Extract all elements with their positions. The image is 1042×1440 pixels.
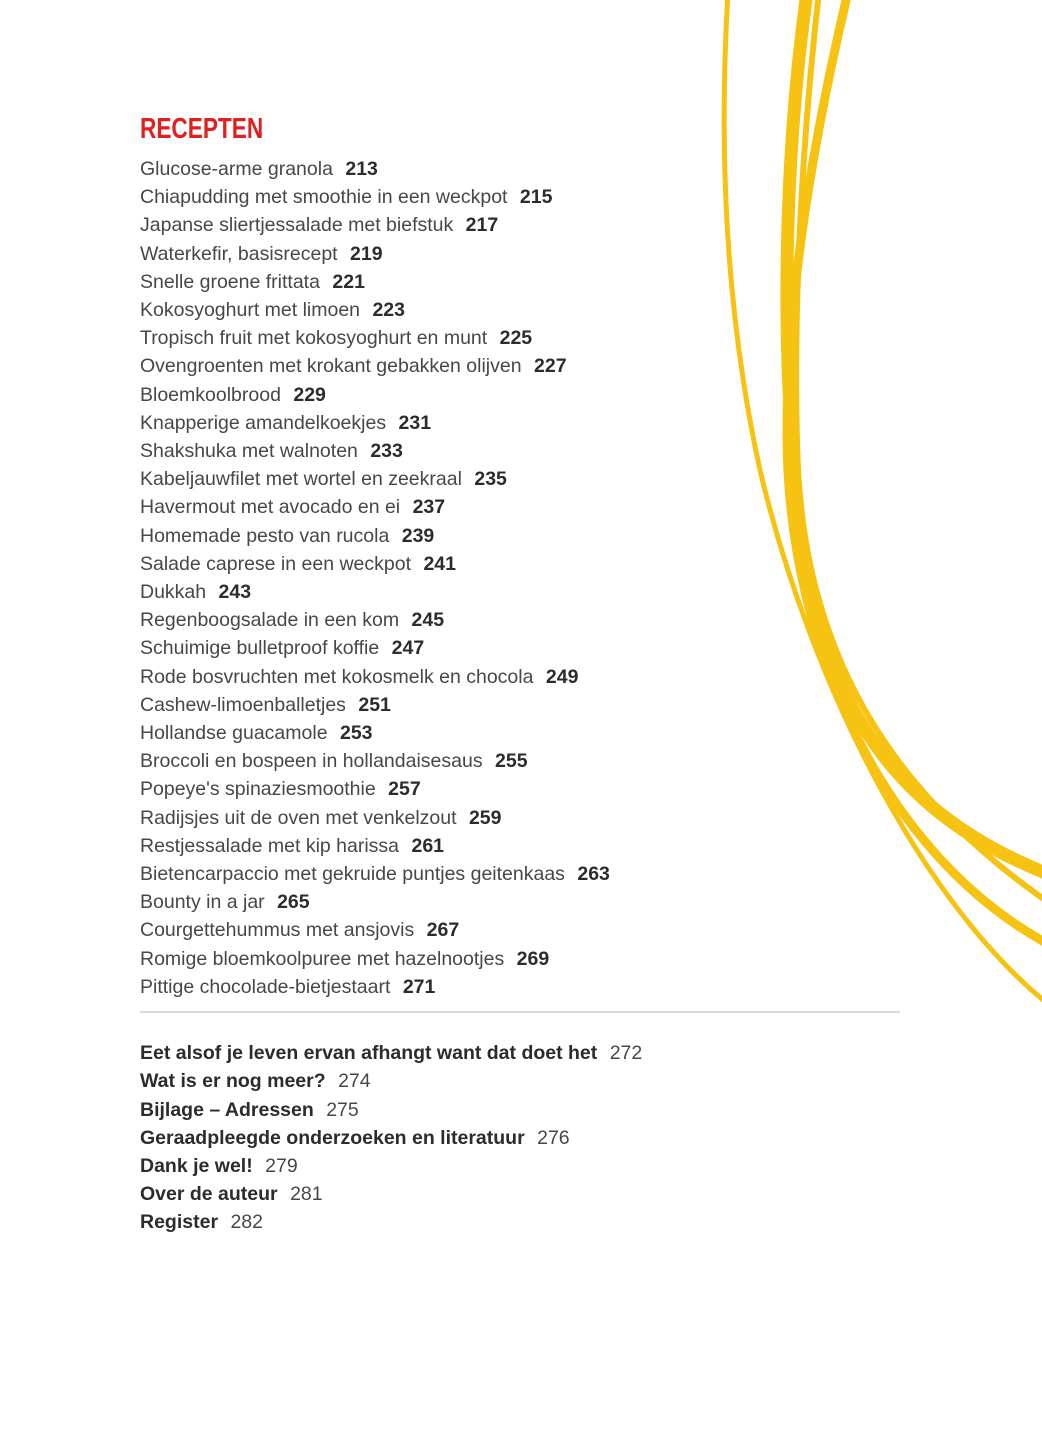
toc-entry-title: Homemade pesto van rucola — [140, 524, 390, 547]
toc-entry — [140, 945, 930, 973]
toc-entry-title: Cashew-limoenballetjes — [140, 693, 346, 716]
toc-entry-title: Dukkah — [140, 581, 207, 604]
toc-entry-title: Bounty in a jar — [140, 891, 265, 914]
toc-entry-page-number: 257 — [388, 778, 421, 801]
toc-entry — [140, 719, 930, 747]
toc-entry — [140, 155, 930, 183]
toc-entry-page-number: 247 — [391, 637, 425, 660]
toc-entry-title: Glucose-arme granola — [140, 158, 333, 180]
toc-entry-title: Radijsjes uit de oven met venkelzout — [140, 806, 457, 829]
toc-entry-page-number: 225 — [499, 327, 533, 350]
toc-entry-title: Geraadpleegde onderzoeken en literatuur — [140, 1126, 525, 1149]
toc-entry — [140, 437, 930, 465]
toc-entry-title: Salade caprese in een weckpot — [140, 552, 412, 575]
toc-entry-title: Eet alsof je leven ervan afhangt want dat doet het — [140, 1042, 598, 1065]
toc-entry-page-number: 263 — [577, 863, 610, 886]
toc-entry — [140, 268, 930, 296]
toc-entry-page-number: 231 — [398, 411, 432, 434]
toc-entry — [140, 973, 930, 1001]
toc-entry-page-number: 227 — [534, 355, 567, 378]
toc-entry-page-number: 219 — [350, 242, 383, 265]
toc-entry-page-number: 223 — [372, 299, 405, 322]
toc-entry — [140, 1124, 930, 1152]
toc-entry — [140, 1208, 930, 1236]
toc-entry-title: Dank je wel! — [140, 1154, 253, 1177]
toc-entry-title: Pittige chocolade-bietjestaart — [140, 975, 391, 998]
toc-entry — [140, 916, 930, 944]
toc-content — [140, 113, 930, 1237]
toc-entry — [140, 409, 930, 437]
section-divider — [140, 1011, 900, 1013]
toc-entry-title: Knapperige amandelkoekjes — [140, 411, 387, 434]
toc-entry-page-number: 255 — [495, 750, 528, 773]
toc-entry — [140, 1067, 930, 1095]
toc-entry-page-number: 245 — [411, 609, 445, 632]
toc-entry — [140, 1096, 930, 1124]
toc-entry-page-number: 215 — [519, 186, 553, 209]
toc-entry-page-number: 229 — [293, 383, 326, 406]
toc-entry-title: Over de auteur — [140, 1183, 278, 1206]
toc-entry-page-number: 251 — [358, 693, 391, 716]
toc-entry-page-number: 275 — [326, 1098, 359, 1121]
toc-entry-page-number: 239 — [401, 524, 435, 547]
toc-entry — [140, 747, 930, 775]
toc-entry — [140, 183, 930, 211]
toc-entry-page-number: 269 — [516, 947, 550, 970]
toc-entry — [140, 296, 930, 324]
toc-entry-title: Romige bloemkoolpuree met hazelnootjes — [140, 947, 505, 970]
toc-entry-page-number: 213 — [345, 158, 378, 180]
toc-entry-title: Ovengroenten met krokant gebakken olijven — [140, 355, 522, 378]
toc-entry-title: Chiapudding met smoothie in een weckpot — [140, 186, 508, 209]
toc-entry — [140, 634, 930, 662]
toc-entry-page-number: 243 — [218, 581, 252, 604]
toc-entry-page-number: 271 — [402, 975, 436, 998]
toc-entry-title: Register — [140, 1211, 219, 1234]
toc-entry — [140, 465, 930, 493]
toc-entry — [140, 1180, 930, 1208]
toc-entry-title: Bijlage – Adressen — [140, 1098, 314, 1121]
toc-entry-title: Snelle groene frittata — [140, 270, 320, 293]
toc-entry-title: Waterkefir, basisrecept — [140, 242, 338, 265]
toc-entry — [140, 888, 930, 916]
toc-entry-title: Courgettehummus met ansjovis — [140, 919, 415, 942]
toc-entry — [140, 352, 930, 380]
appendix-list — [140, 1039, 930, 1236]
toc-entry — [140, 240, 930, 268]
toc-entry-title: Tropisch fruit met kokosyoghurt en munt — [140, 327, 488, 350]
toc-entry-page-number: 253 — [339, 722, 373, 745]
toc-entry-page-number: 267 — [426, 919, 460, 942]
toc-entry-title: Broccoli en bospeen in hollandaisesaus — [140, 750, 483, 773]
toc-entry — [140, 691, 930, 719]
toc-entry — [140, 493, 930, 521]
toc-entry-page-number: 279 — [265, 1154, 298, 1177]
toc-entry — [140, 804, 930, 832]
toc-entry-title: Bietencarpaccio met gekruide puntjes geitenkaas — [140, 863, 565, 886]
toc-entry-title: Restjessalade met kip harissa — [140, 834, 400, 857]
toc-entry-page-number: 217 — [465, 214, 499, 237]
toc-entry-page-number: 274 — [338, 1070, 371, 1093]
toc-entry — [140, 550, 930, 578]
toc-entry — [140, 1039, 930, 1067]
toc-entry — [140, 578, 930, 606]
toc-entry-page-number: 265 — [277, 891, 310, 914]
toc-entry-page-number: 237 — [412, 496, 446, 519]
toc-entry-page-number: 241 — [423, 552, 456, 575]
toc-entry-page-number: 272 — [609, 1042, 643, 1065]
toc-entry — [140, 775, 930, 803]
toc-entry-title: Kokosyoghurt met limoen — [140, 299, 361, 322]
toc-entry — [140, 1152, 930, 1180]
toc-entry-title: Havermout met avocado en ei — [140, 496, 401, 519]
toc-entry — [140, 606, 930, 634]
toc-entry-page-number: 281 — [290, 1183, 323, 1206]
toc-entry-title: Shakshuka met walnoten — [140, 440, 358, 463]
toc-entry — [140, 381, 930, 409]
toc-entry — [140, 211, 930, 239]
toc-entry-title: Kabeljauwfilet met wortel en zeekraal — [140, 468, 462, 491]
recipe-list — [140, 155, 930, 1001]
toc-entry — [140, 522, 930, 550]
toc-entry-title: Regenboogsalade in een kom — [140, 609, 400, 632]
toc-entry-page-number: 233 — [370, 440, 403, 463]
toc-entry-title: Popeye's spinaziesmoothie — [140, 778, 376, 801]
page-title: RECEPTEN — [140, 113, 264, 145]
toc-entry — [140, 832, 930, 860]
toc-entry — [140, 663, 930, 691]
toc-entry — [140, 324, 930, 352]
toc-entry-page-number: 235 — [474, 468, 507, 491]
toc-entry-page-number: 249 — [545, 665, 579, 688]
toc-entry-page-number: 261 — [411, 834, 445, 857]
toc-entry-page-number: 282 — [230, 1211, 263, 1234]
toc-entry-title: Schuimige bulletproof koffie — [140, 637, 380, 660]
toc-entry-page-number: 259 — [468, 806, 502, 829]
toc-entry-title: Rode bosvruchten met kokosmelk en chocola — [140, 665, 534, 688]
toc-entry — [140, 860, 930, 888]
toc-entry-page-number: 221 — [332, 270, 365, 293]
toc-entry-page-number: 276 — [537, 1126, 570, 1149]
toc-entry-title: Wat is er nog meer? — [140, 1070, 326, 1093]
toc-entry-title: Bloemkoolbrood — [140, 383, 281, 406]
toc-entry-title: Japanse sliertjessalade met biefstuk — [140, 214, 454, 237]
toc-entry-title: Hollandse guacamole — [140, 722, 328, 745]
